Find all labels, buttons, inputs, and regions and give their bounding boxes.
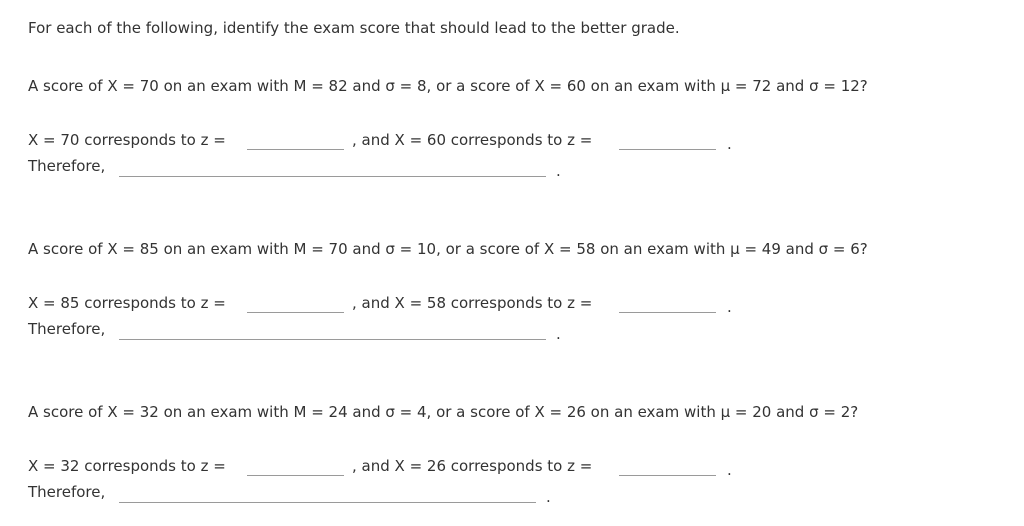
z2-answer-blank[interactable] [619,475,716,476]
z1-label: X = 70 corresponds to z = [28,131,226,149]
therefore-label: Therefore, [28,157,106,175]
period: . [727,135,732,153]
period: . [727,461,732,479]
z1-answer-blank[interactable] [247,312,344,313]
conclusion-answer-blank[interactable] [119,502,536,503]
period: . [556,162,561,180]
z1-answer-blank[interactable] [247,149,344,150]
instructions-text: For each of the following, identify the exam score that should lead to the better grade. [28,19,680,37]
conclusion-answer-blank[interactable] [119,176,546,177]
therefore-label: Therefore, [28,320,106,338]
problem-question: A score of X = 85 on an exam with M = 70 and σ = 10, or a score of X = 58 on an exam with μ = 49 and σ = 6? [28,240,868,258]
z2-label: , and X = 58 corresponds to z = [352,294,593,312]
z2-label: , and X = 60 corresponds to z = [352,131,593,149]
period: . [546,488,551,506]
z2-answer-blank[interactable] [619,149,716,150]
therefore-label: Therefore, [28,483,106,501]
z1-label: X = 85 corresponds to z = [28,294,226,312]
z1-label: X = 32 corresponds to z = [28,457,226,475]
z2-label: , and X = 26 corresponds to z = [352,457,593,475]
conclusion-answer-blank[interactable] [119,339,546,340]
problem-question: A score of X = 70 on an exam with M = 82 and σ = 8, or a score of X = 60 on an exam with μ = 72 and σ = 12? [28,77,868,95]
problem-question: A score of X = 32 on an exam with M = 24 and σ = 4, or a score of X = 26 on an exam with μ = 20 and σ = 2? [28,403,859,421]
z2-answer-blank[interactable] [619,312,716,313]
z1-answer-blank[interactable] [247,475,344,476]
period: . [556,325,561,343]
period: . [727,298,732,316]
